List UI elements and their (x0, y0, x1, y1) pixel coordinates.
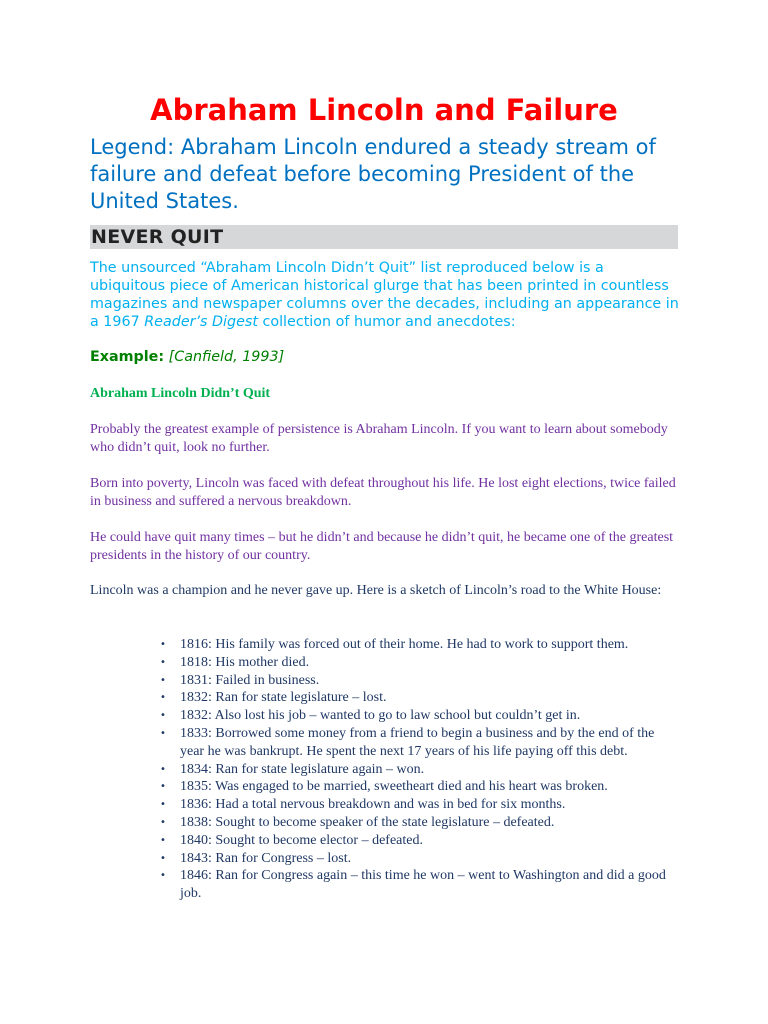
bullet-icon: • (160, 870, 166, 882)
list-item (162, 867, 672, 903)
paragraph-champion: Lincoln was a champion and he never gave up. Here is a sketch of Lincoln’s road to the White House: (90, 583, 662, 598)
quote-subtitle: Abraham Lincoln Didn’t Quit (90, 386, 271, 401)
bullet-icon: • (160, 816, 166, 828)
list-item (162, 654, 672, 672)
timeline-entry: 1843: Ran for Congress – lost. (180, 850, 352, 866)
list-item (162, 689, 672, 707)
paragraph-persistence: Probably the greatest example of persistence is Abraham Lincoln. If you want to learn about somebody who didn’t quit, look no further. (90, 422, 668, 455)
timeline-entry: 1836: Had a total nervous breakdown and was in bed for six months. (180, 797, 566, 813)
list-item (162, 778, 672, 796)
bullet-icon: • (160, 763, 166, 775)
bullet-icon: • (160, 692, 166, 704)
timeline-entry: 1832: Ran for state legislature – lost. (180, 690, 387, 706)
intro-text-before: The unsourced “Abraham Lincoln Didn’t Quit” list reproduced below is a ubiquitous piece of American historical glurge that has been printed in countless magazines and newspaper columns over the decades, including an appearance in a 1967 (90, 260, 679, 330)
intro-text-after: collection of humor and anecdotes: (257, 314, 516, 330)
list-item (162, 796, 672, 814)
intro-publication: Reader’s Digest (144, 314, 258, 330)
list-item (162, 636, 672, 654)
bullet-icon: • (160, 710, 166, 722)
bullet-icon: • (160, 639, 166, 650)
timeline-entry: 1832: Also lost his job – wanted to go to law school but couldn’t get in. (180, 708, 581, 724)
section-heading: NEVER QUIT (91, 226, 224, 248)
paragraph-quit: He could have quit many times – but he didn’t and because he didn’t quit, he became one of the greatest presidents in the history of our country. (90, 530, 674, 563)
timeline-entry: 1833: Borrowed some money from a friend to begin a business and by the end of the year he was bankrupt. He spent the next 17 years of his life paying off this debt. (180, 725, 655, 759)
bullet-icon: • (160, 852, 166, 864)
legend-text: Legend: Abraham Lincoln endured a steady stream of failure and defeat before becoming President of the United States. (90, 135, 656, 213)
example-line (90, 348, 284, 366)
example-label: Example: (90, 349, 165, 365)
timeline-entry: 1840: Sought to become elector – defeated. (180, 832, 423, 848)
timeline-entry: 1816: His family was forced out of their home. He had to work to support them. (180, 637, 629, 652)
list-item (162, 707, 672, 725)
list-item (162, 761, 672, 779)
bullet-icon: • (160, 799, 166, 811)
section-heading-bar (90, 225, 678, 249)
example-citation: [Canfield, 1993] (168, 349, 285, 365)
bullet-icon: • (160, 727, 166, 739)
bullet-icon: • (160, 781, 166, 793)
page-title: Abraham Lincoln and Failure (150, 93, 618, 127)
bullet-icon: • (160, 656, 166, 668)
intro-paragraph (90, 259, 680, 331)
timeline-entry: 1834: Ran for state legislature again – won. (180, 761, 425, 777)
timeline-entry: 1846: Ran for Congress again – this time he won – went to Washington and did a good job. (180, 868, 666, 902)
list-item (162, 814, 672, 832)
bullet-icon: • (160, 674, 166, 686)
timeline-entry: 1835: Was engaged to be married, sweetheart died and his heart was broken. (180, 779, 608, 795)
list-item (162, 832, 672, 850)
bullet-icon: • (160, 834, 166, 846)
timeline-entry: 1818: His mother died. (180, 654, 310, 670)
list-item (162, 725, 672, 761)
list-item (162, 850, 672, 868)
timeline-list (162, 636, 672, 903)
list-item (162, 672, 672, 690)
timeline-entry: 1838: Sought to become speaker of the state legislature – defeated. (180, 814, 555, 830)
timeline-entry: 1831: Failed in business. (180, 672, 320, 688)
paragraph-poverty: Born into poverty, Lincoln was faced with defeat throughout his life. He lost eight elections, twice failed in business and suffered a nervous breakdown. (90, 476, 676, 509)
